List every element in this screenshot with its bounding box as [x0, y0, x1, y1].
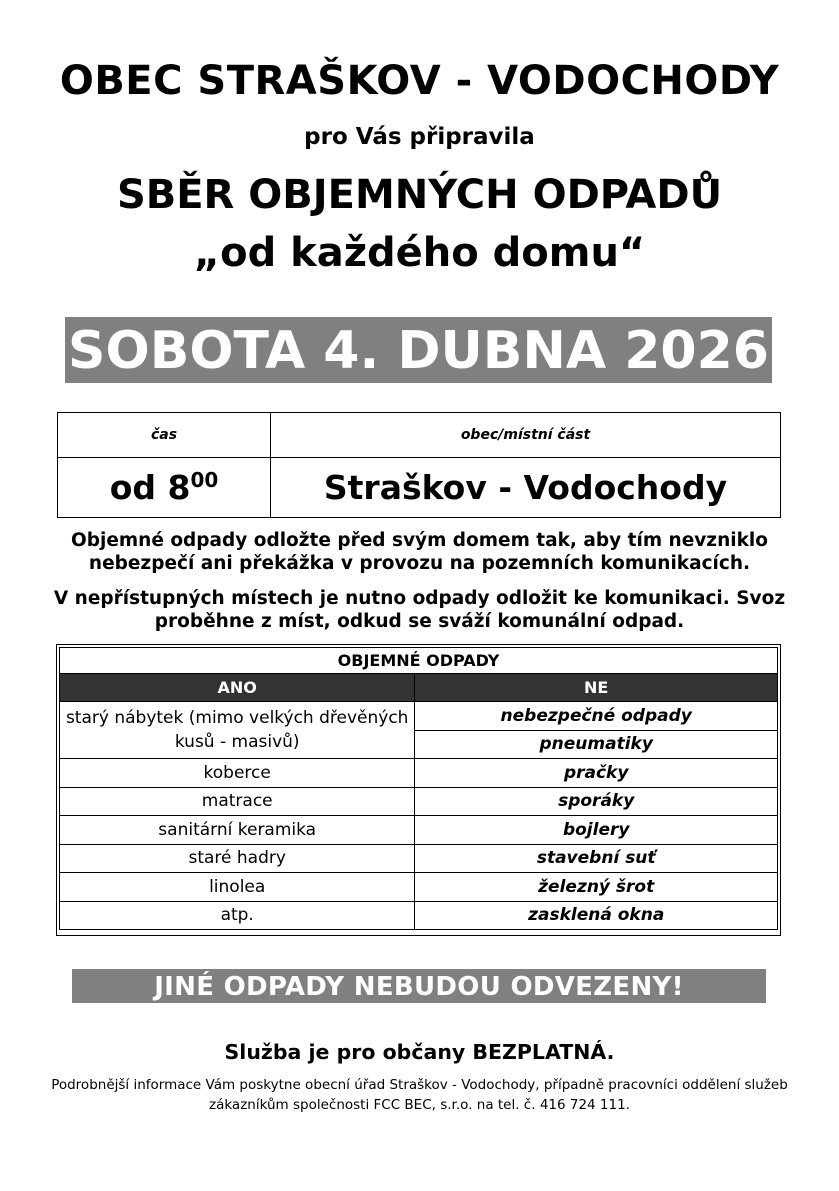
no-item: stavební suť	[415, 844, 778, 873]
date-banner: SOBOTA 4. DUBNA 2026	[65, 317, 772, 383]
waste-table-frame	[56, 644, 781, 936]
no-item: zasklená okna	[415, 901, 778, 930]
schedule-table	[57, 412, 781, 518]
time-minutes: 00	[190, 468, 219, 492]
no-item: pneumatiky	[415, 730, 778, 759]
collection-title: SBĚR OBJEMNÝCH ODPADŮ	[116, 172, 723, 218]
waste-table-title: OBJEMNÉ ODPADY	[60, 648, 778, 674]
yes-item: matrace	[60, 787, 415, 816]
no-item: železný šrot	[415, 873, 778, 902]
time-hour: od 8	[109, 468, 191, 507]
time-value	[58, 458, 271, 518]
yes-item: starý nábytek (mimo velkých dřevěných kusů - masivů)	[60, 702, 415, 759]
yes-item: staré hadry	[60, 844, 415, 873]
collection-subtitle: „od každého domu“	[193, 230, 646, 276]
free-service-notice: Služba je pro občany BEZPLATNÁ.	[224, 1040, 615, 1064]
no-item: sporáky	[415, 787, 778, 816]
yes-item: koberce	[60, 759, 415, 788]
yes-item: linolea	[60, 873, 415, 902]
yes-header: ANO	[60, 674, 415, 702]
place-label: obec/místní část	[271, 413, 781, 458]
instruction-paragraph-1: Objemné odpady odložte před svým domem tak, aby tím nevzniklo nebezpečí ani překážka v provozu na pozemních komunikacích.	[71, 530, 768, 574]
yes-item: atp.	[60, 901, 415, 930]
instruction-paragraph-2: V nepřístupných místech je nutno odpady odložit ke komunikaci. Svoz proběhne z míst, odkud se sváží komunální odpad.	[53, 588, 786, 632]
subtitle: pro Vás připravila	[304, 124, 535, 150]
waste-table	[59, 647, 778, 930]
time-label: čas	[58, 413, 271, 458]
no-item: pračky	[415, 759, 778, 788]
no-item: bojlery	[415, 816, 778, 845]
place-value: Straškov - Vodochody	[271, 458, 781, 518]
municipality-title: OBEC STRAŠKOV - VODOCHODY	[59, 58, 780, 104]
no-header: NE	[415, 674, 778, 702]
warning-banner: JINÉ ODPADY NEBUDOU ODVEZENY! DĚKUJEME.	[72, 969, 766, 1003]
yes-item: sanitární keramika	[60, 816, 415, 845]
contact-info: Podrobnější informace Vám poskytne obecní úřad Straškov - Vodochody, případně pracovníci oddělení služeb zákazníkům společnosti FCC BEC, s.r.o. na tel. č. 416 724 111.	[51, 1077, 788, 1113]
no-item: nebezpečné odpady	[415, 702, 778, 731]
